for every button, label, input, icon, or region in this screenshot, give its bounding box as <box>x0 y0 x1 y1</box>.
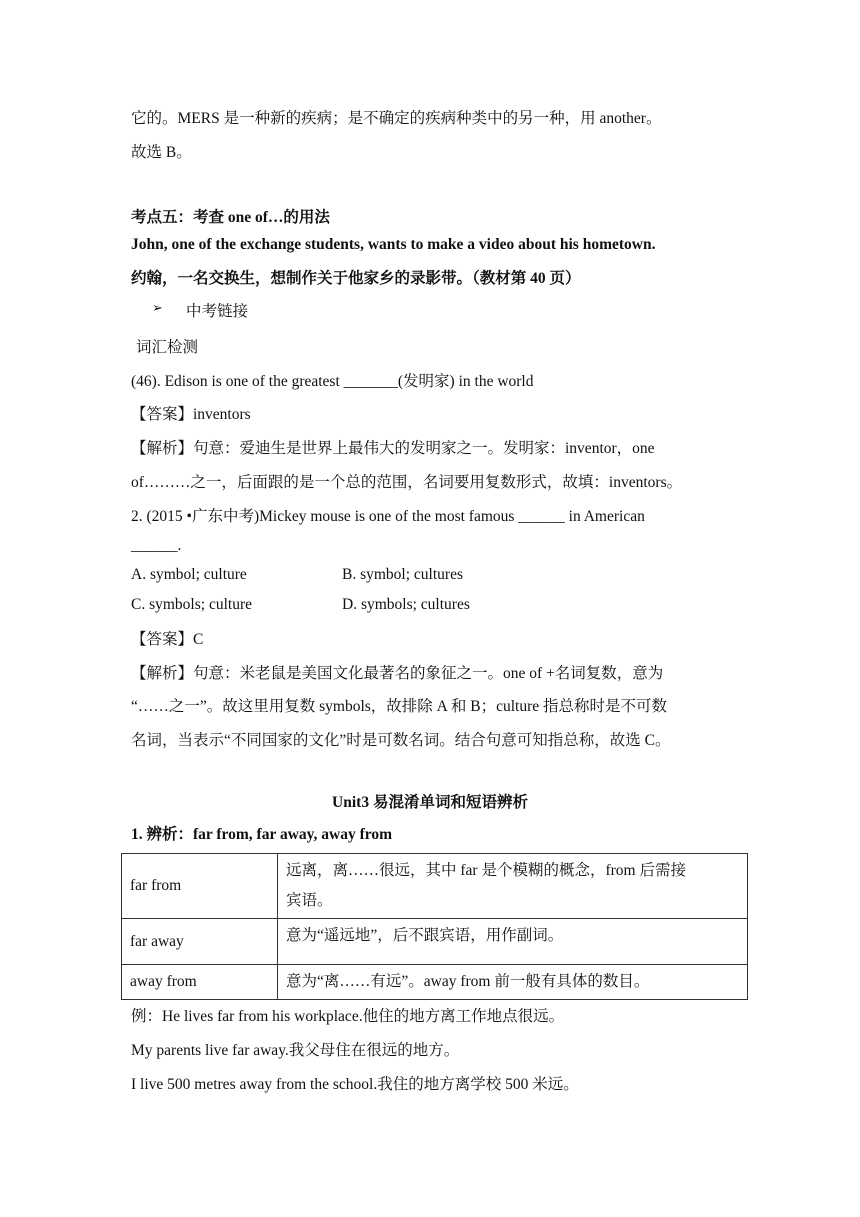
explanation-1-line-1: 【解析】句意：爱迪生是世界上最伟大的发明家之一。发明家：inventor，one <box>131 440 655 457</box>
desc-cell: 意为“离……有远”。away from 前一般有具体的数目。 <box>278 965 748 1000</box>
table-row <box>122 965 748 1000</box>
table-row <box>122 854 748 919</box>
unit-title: Unit3 易混淆单词和短语辨析 <box>332 794 528 811</box>
question-46: (46). Edison is one of the greatest _______(发明家) in the world <box>131 373 534 390</box>
option-b: B. symbol; cultures <box>342 566 463 583</box>
explanation-2-line-3: 名词，当表示“不同国家的文化”时是可数名词。结合句意可知指总称，故选 C。 <box>131 732 671 749</box>
example-sentence-cn: 约翰，一名交换生，想制作关于他家乡的录影带。（教材第 40 页） <box>131 270 581 287</box>
term-cell: away from <box>122 965 278 1000</box>
section-title: 考点五：考查 one of…的用法 <box>131 209 330 226</box>
example-line: 例：He lives far from his workplace.他住的地方离工作地点很远。 <box>131 1008 565 1025</box>
subsection-title: 1. 辨析：far from, far away, away from <box>131 826 393 843</box>
option-a: A. symbol; culture <box>131 566 247 583</box>
example-sentence-en: John, one of the exchange students, wants to make a video about his hometown. <box>131 236 656 253</box>
option-d: D. symbols; cultures <box>342 596 470 613</box>
explanation-2-line-2: “……之一”。故这里用复数 symbols，故排除 A 和 B；culture 指总称时是不可数 <box>131 698 668 715</box>
exam-link-label: 中考链接 <box>186 303 249 320</box>
desc-line: 宾语。 <box>286 892 333 909</box>
arrow-bullet-icon: ➢ <box>152 300 163 315</box>
comparison-table <box>121 853 748 1000</box>
desc-cell <box>278 854 748 919</box>
question-2-line-2: ______. <box>131 537 182 554</box>
answer-1: 【答案】inventors <box>131 406 251 423</box>
explanation-1-line-2: of………之一，后面跟的是一个总的范围，名词要用复数形式，故填：inventors。 <box>131 474 683 491</box>
term-cell: far away <box>122 919 278 965</box>
example-line: I live 500 metres away from the school.我住的地方离学校 500 米远。 <box>131 1076 579 1093</box>
desc-line: 远离，离……很远，其中 far 是个模糊的概念，from 后需接 <box>286 862 686 879</box>
explanation-2-line-1: 【解析】句意：米老鼠是美国文化最著名的象征之一。one of +名词复数，意为 <box>131 665 664 682</box>
question-2-line-1: 2. (2015 •广东中考)Mickey mouse is one of the most famous ______ in American <box>131 508 645 525</box>
vocab-check-label: 词汇检测 <box>136 339 199 356</box>
table-row <box>122 919 748 965</box>
answer-2: 【答案】C <box>131 631 204 648</box>
desc-cell: 意为“遥远地”，后不跟宾语，用作副词。 <box>278 919 748 965</box>
text-line: 它的。MERS 是一种新的疾病；是不确定的疾病种类中的另一种，用 another。 <box>131 110 662 127</box>
example-line: My parents live far away.我父母住在很远的地方。 <box>131 1042 460 1059</box>
text-line: 故选 B。 <box>131 144 192 161</box>
term-cell: far from <box>122 854 278 919</box>
option-c: C. symbols; culture <box>131 596 252 613</box>
